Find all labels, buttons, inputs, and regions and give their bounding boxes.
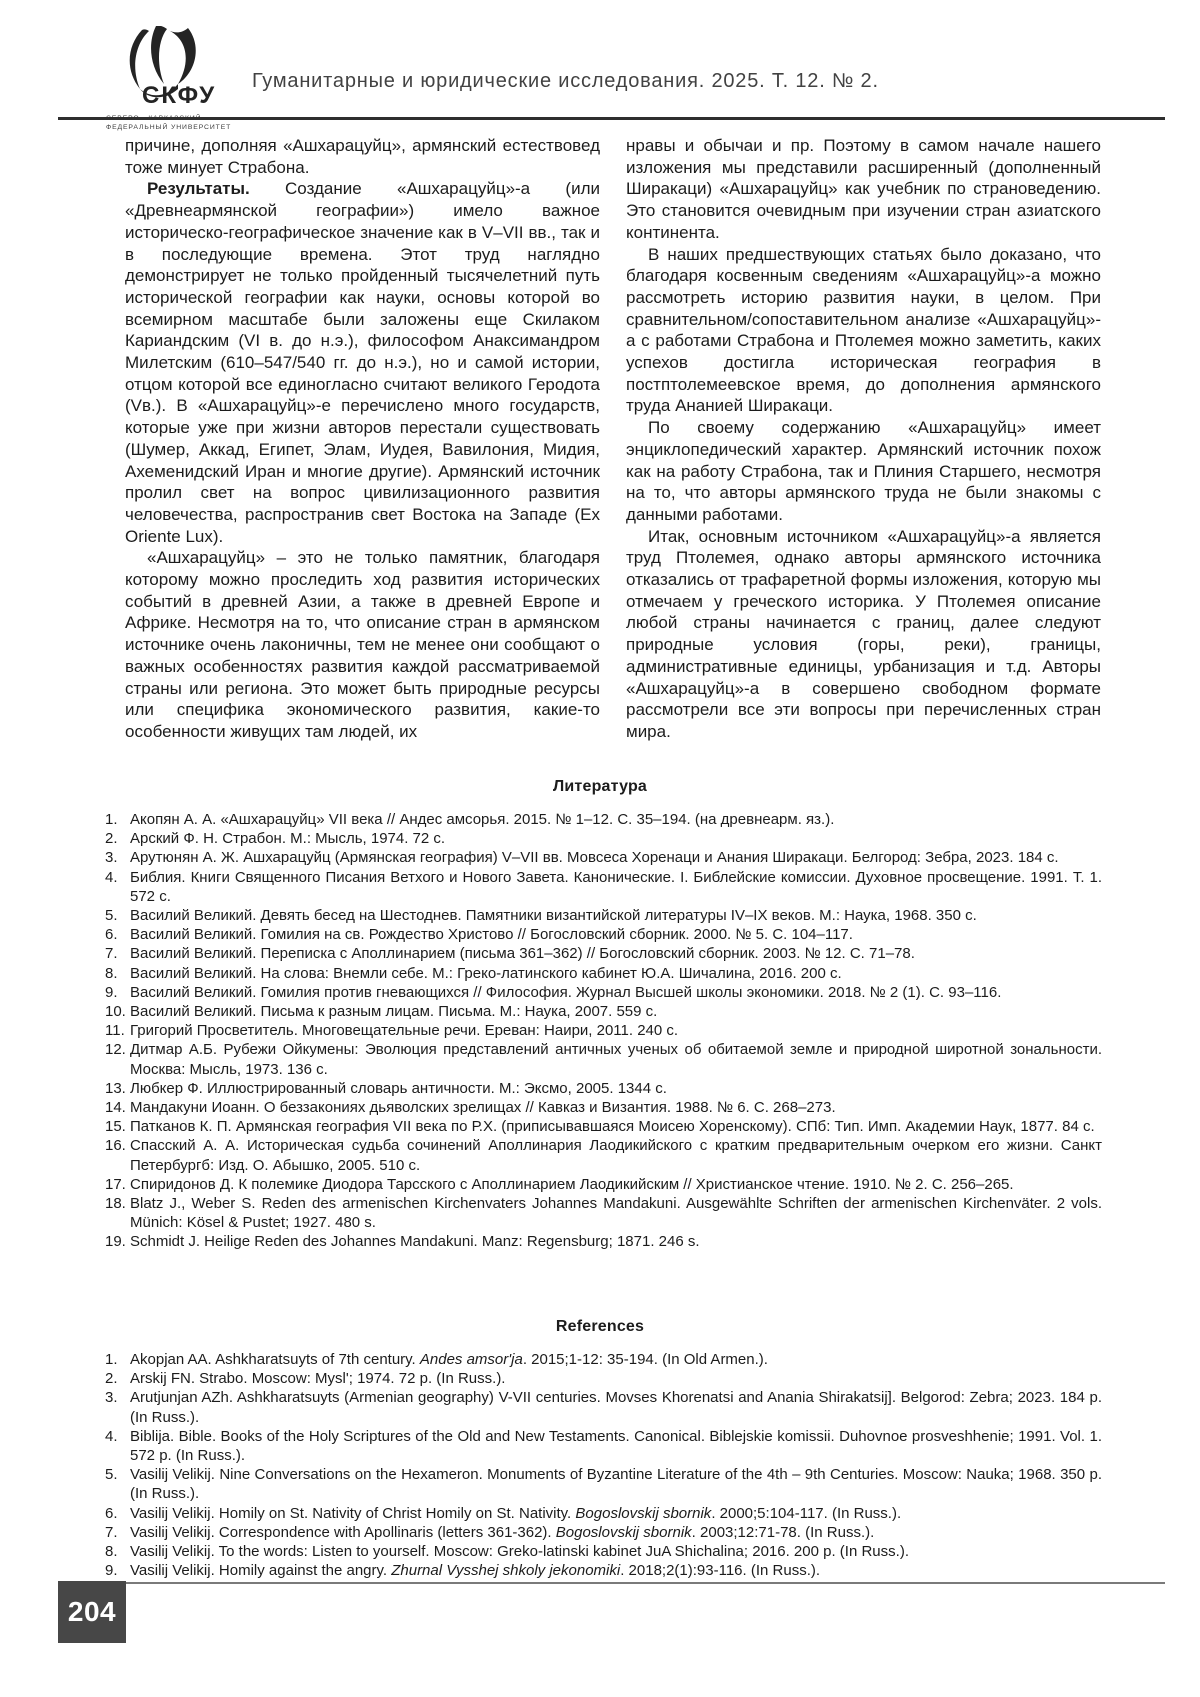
text-run: . 2000;5:104-117. (In Russ.).	[711, 1504, 902, 1522]
list-item	[100, 829, 1102, 848]
list-item	[100, 1098, 1102, 1117]
list-item-text: Мандакуни Иоанн. О беззакониях дьяволских зрелищах // Кавказ и Византия. 1988. № 6. С. 268–273.	[130, 1099, 836, 1117]
text-run: Vasilij Velikij. To the words: Listen to yourself. Moscow: Greko-latinski kabinet JuA Shichalina; 2016. 200 p. (In Russ.).	[130, 1543, 909, 1561]
bold-text: Результаты.	[147, 179, 250, 199]
list-item-text: Любкер Ф. Иллюстрированный словарь античности. М.: Эксмо, 2005. 1344 с.	[130, 1079, 667, 1097]
list-item-text: Акопян А. А. «Ашхарацуйц» VII века // Андес амсорья. 2015. № 1–12. С. 35–194. (на древнеарм. яз.).	[130, 811, 835, 828]
paragraph	[125, 547, 600, 742]
list-item-number: 7.	[105, 1523, 118, 1541]
text-run: По своему содержанию «Ашхарацуйц» имеет энциклопедический характер. Армянский источник похож как на работу Страбона, так и Плиния Старшего, несмотря на то, что авторы армянского труда не были знакомы с данными работами.	[626, 418, 1101, 524]
list-item-number: 17.	[105, 1175, 126, 1193]
list-item-number: 9.	[105, 1562, 118, 1580]
left-column	[125, 135, 600, 743]
list-item-text	[130, 1350, 1102, 1369]
list-item	[100, 1561, 1102, 1580]
text-run: В наших предшествующих статьях было доказано, что благодаря косвенным сведениям «Ашхарацуйц»-а можно рассмотреть историю развития науки, в целом. При сравнительном/сопоставительном анализе «Ашхарацуйц»-а с работами Страбона и Птолемея можно заметить, каких успехов достигла историческая география в постптолемеевское время, до дополнения армянского труда Ананией Ширакаци.	[626, 244, 1101, 416]
text-run: Vasilij Velikij. Homily against the angry.	[130, 1562, 392, 1580]
list-item-number: 2.	[105, 1370, 118, 1388]
list-item-text	[130, 1427, 1102, 1465]
list-item	[100, 925, 1102, 944]
list-item	[100, 1232, 1102, 1251]
references-list	[100, 1350, 1102, 1580]
list-item-text: Спасский А. А. Историческая судьба сочинений Аполлинария Лаодикийского с кратким предварительным очерком его жизни. Санкт Петербургб: Изд. О. Абышко, 2005. 510 с.	[130, 1137, 1102, 1174]
paragraph	[125, 178, 600, 547]
list-item	[100, 1021, 1102, 1040]
list-item-number: 6.	[105, 926, 118, 944]
list-item-text	[130, 1523, 1102, 1542]
text-run: Vasilij Velikij. Homily on St. Nativity of Christ Homily on St. Nativity.	[130, 1504, 576, 1522]
text-run: Arskij FN. Strabo. Moscow: Mysl'; 1974. 72 p. (In Russ.).	[130, 1370, 506, 1388]
list-item-text: Василий Великий. Письма к разным лицам. Письма. М.: Наука, 2007. 559 с.	[130, 1003, 658, 1021]
text-run: причине, дополняя «Ашхарацуйц», армянский естествовед тоже минует Страбона.	[125, 136, 600, 177]
right-column	[626, 135, 1101, 743]
list-item	[100, 1079, 1102, 1098]
italic-text: Zhurnal Vysshej shkoly jekonomiki	[391, 1562, 621, 1580]
logo-abbr: СКФУ	[142, 82, 217, 109]
list-item	[100, 1136, 1102, 1174]
list-item	[100, 1117, 1102, 1136]
list-item-number: 19.	[105, 1233, 126, 1251]
list-item-number: 8.	[105, 964, 118, 982]
list-item-text: Schmidt J. Heilige Reden des Johannes Mandakuni. Manz: Regensburg; 1871. 246 s.	[130, 1233, 700, 1251]
list-item-number: 9.	[105, 983, 118, 1001]
list-item-text: Спиридонов Д. К полемике Диодора Тарсского с Аполлинарием Лаодикийским // Христианское чтение. 1910. № 2. С. 256–265.	[130, 1175, 1014, 1193]
paragraph	[626, 244, 1101, 418]
text-run: Biblija. Bible. Books of the Holy Scriptures of the Old and New Testaments. Canonical. Biblejskie komissii. Duhovnoe prosveshhenie; 1991. Vol. 1. 572 p. (In Russ.).	[130, 1427, 1102, 1465]
page-number: 204	[67, 1596, 117, 1627]
list-item-number: 11.	[105, 1022, 125, 1040]
list-item-number: 5.	[105, 907, 118, 925]
list-item	[100, 983, 1102, 1002]
list-item-number: 16.	[105, 1137, 126, 1155]
list-item	[100, 944, 1102, 963]
list-item-number: 10.	[105, 1003, 126, 1021]
paragraph	[626, 526, 1101, 743]
references-heading: References	[555, 1318, 645, 1335]
list-item-number: 18.	[105, 1195, 126, 1213]
list-item	[100, 1427, 1102, 1465]
list-item-text: Библия. Книги Священного Писания Ветхого и Нового Завета. Канонические. I. Библейские комиссии. Духовное просвещение. 1991. Т. 1. 572 с.	[130, 868, 1102, 905]
literature-heading: Литература	[552, 778, 648, 795]
list-item-text: Василий Великий. Девять бесед на Шестоднев. Памятники византийской литературы IV–IX веков. М.: Наука, 1968. 350 с.	[130, 907, 977, 925]
list-item	[100, 1194, 1102, 1232]
text-run: Создание «Ашхарацуйц»-а (или «Древнеармянской географии») имело важное историческо-географическое значение как в V–VII вв., так и в последующие времена. Этот труд наглядно демонстрирует не только пройденный тысячелетний путь исторической географии как науки, основы которой во всемирном масштабе были заложены еще Скилаком Кариандским (VI в. до н.э.), философом Анаксимандром Милетским (610–547/540 гг. до н.э.), но и самой истории, отцом которой все единогласно считают великого Геродота (Vв.). В «Ашхарацуйц»-е перечислено много государств, которые уже при жизни авторов перестали существовать (Шумер, Аккад, Египет, Элам, Иудея, Вавилония, Мидия, Ахеменидский Иран и многие другие). Армянский источник пролил свет на вопрос цивилизационного развития человечества, распространив свет Востока на Западе (Ex Oriente Lux).	[125, 179, 600, 546]
list-item-text: Василий Великий. Гомилия против гневающихся // Философия. Журнал Высшей школы экономики. 2018. № 2 (1). С. 93–116.	[130, 983, 1002, 1001]
text-run: . 2015;1-12: 35-194. (In Old Armen.).	[522, 1351, 768, 1368]
list-item	[100, 810, 1102, 829]
list-item-number: 14.	[105, 1099, 126, 1117]
list-item	[100, 906, 1102, 925]
list-item-text	[130, 1542, 1102, 1561]
list-item-number: 8.	[105, 1543, 118, 1561]
header-rule	[58, 117, 1165, 120]
text-run: «Ашхарацуйц» – это не только памятник, благодаря которому можно проследить ход развития исторических событий в древней Азии, а также в древней Европе и Африке. Несмотря на то, что описание стран в армянском источнике очень лаконичны, тем не менее они сообщают о важных особенностях развития каждой рассматриваемой страны или региона. Это может быть природные ресурсы или специфика экономического развития, какие-то особенности живущих там людей, их	[125, 548, 600, 741]
list-item-number: 3.	[105, 1389, 118, 1407]
list-item	[100, 1350, 1102, 1369]
list-item	[100, 1542, 1102, 1561]
list-item-text: Арутюнян А. Ж. Ашхарацуйц (Армянская география) V–VII вв. Мовсеса Хоренаци и Анания Ширакаци. Белгород: Зебра, 2023. 184 с.	[130, 849, 1059, 867]
list-item	[100, 1523, 1102, 1542]
literature-list	[100, 810, 1102, 1252]
paragraph	[626, 135, 1101, 244]
list-item-text	[130, 1561, 1102, 1580]
list-item-number: 4.	[105, 1427, 118, 1445]
list-item-number: 13.	[105, 1079, 126, 1097]
text-run: Arutjunjan AZh. Ashkharatsuyts (Armenian geography) V-VII centuries. Movses Khorenatsi and Anania Shirakatsij]. Belgorod: Zebra; 2023. 184 p. (In Russ.).	[130, 1389, 1102, 1426]
text-run: Итак, основным источником «Ашхарацуйц»-а является труд Птолемея, однако авторы армянского источника отказались от трафаретной формы изложения, которую мы отмечаем у греческого историка. У Птолемея описание любой страны начинается с границ, далее следуют природные условия (горы, реки), границы, административные единицы, урбанизация и т.д. Авторы «Ашхарацуйц»-а в совершено свободном формате рассмотрели все эти вопросы при перечисленных стран мира.	[626, 526, 1101, 741]
paragraph	[626, 417, 1101, 526]
italic-text: Bogoslovskij sbornik	[555, 1523, 692, 1541]
list-item-text	[130, 1388, 1102, 1426]
article-body	[125, 135, 1101, 743]
text-run: Vasilij Velikij. Correspondence with Apollinaris (letters 361-362).	[130, 1523, 556, 1541]
list-item	[100, 848, 1102, 867]
list-item	[100, 1040, 1102, 1078]
list-item-number: 5.	[105, 1466, 118, 1484]
list-item-text: Василий Великий. На слова: Внемли себе. М.: Греко-латинского кабинет Ю.А. Шичалина, 2016. 200 с.	[130, 964, 842, 982]
list-item-number: 15.	[105, 1118, 126, 1136]
text-run: нравы и обычаи и пр. Поэтому в самом начале нашего изложения мы представили расширенный (дополненный Ширакаци) «Ашхарацуйц» как учебник по страноведению. Это становится очевидным при изучении стран азиатского континента.	[626, 136, 1101, 242]
list-item	[100, 868, 1102, 906]
text-run: Akopjan AA. Ashkharatsuyts of 7th century.	[130, 1351, 420, 1368]
list-item-number: 3.	[105, 849, 118, 867]
journal-title: Гуманитарные и юридические исследования. 2025. Т. 12. № 2.	[252, 70, 879, 92]
paragraph	[125, 135, 600, 178]
list-item	[100, 1369, 1102, 1388]
list-item-number: 4.	[105, 868, 118, 886]
list-item-text: Арский Ф. Н. Страбон. М.: Мысль, 1974. 72 с.	[130, 830, 446, 848]
list-item-text: Григорий Просветитель. Многовещательные речи. Ереван: Наири, 2011. 240 с.	[130, 1022, 679, 1040]
text-run: . 2018;2(1):93-116. (In Russ.).	[620, 1562, 821, 1580]
list-item	[100, 964, 1102, 983]
italic-text: Bogoslovskij sbornik	[575, 1504, 712, 1522]
list-item-number: 2.	[105, 830, 118, 848]
list-item-text: Дитмар А.Б. Рубежи Ойкумены: Эволюция представлений античных ученых об обитаемой земле и природной широтной зональности. Москва: Мысль, 1973. 136 с.	[130, 1041, 1102, 1078]
list-item-number: 6.	[105, 1504, 118, 1522]
list-item	[100, 1175, 1102, 1194]
list-item-text	[130, 1369, 1102, 1388]
text-run: Vasilij Velikij. Nine Conversations on the Hexameron. Monuments of Byzantine Literature of the 4th – 9th Centuries. Moscow: Nauka; 1968. 350 p. (In Russ.).	[130, 1466, 1102, 1503]
list-item-text: Патканов К. П. Армянская география VII века по Р.Х. (приписывавшаяся Моисею Хоренскому). СПб: Тип. Имп. Академии Наук, 1877. 84 с.	[130, 1118, 1095, 1136]
list-item-text: Василий Великий. Переписка с Аполлинарием (письма 361–362) // Богословский сборник. 2003. № 12. С. 71–78.	[130, 945, 915, 963]
page-number-box	[58, 1581, 126, 1643]
list-item-text	[130, 1504, 1102, 1523]
italic-text: Andes amsor'ja	[419, 1351, 523, 1368]
list-item	[100, 1002, 1102, 1021]
list-item-text	[130, 1465, 1102, 1503]
list-item-number: 1.	[105, 1351, 118, 1368]
university-logo	[106, 26, 266, 131]
footer-rule	[126, 1582, 1165, 1584]
logo-subtitle-line2: ФЕДЕРАЛЬНЫЙ УНИВЕРСИТЕТ	[106, 124, 232, 131]
list-item-text: Blatz J., Weber S. Reden des armenischen Kirchenvaters Johannes Mandakuni. Ausgewählte Schriften der armenischen Kirchenväter. 2 vols. Münich: Kösel & Pustet; 1927. 480 s.	[130, 1195, 1102, 1232]
list-item	[100, 1388, 1102, 1426]
list-item-number: 7.	[105, 945, 118, 963]
list-item-number: 12.	[105, 1041, 126, 1059]
list-item-text: Василий Великий. Гомилия на св. Рождество Христово // Богословский сборник. 2000. № 5. С. 104–117.	[130, 926, 853, 944]
list-item	[100, 1465, 1102, 1503]
list-item-number: 1.	[105, 811, 118, 828]
text-run: . 2003;12:71-78. (In Russ.).	[691, 1523, 875, 1541]
list-item	[100, 1504, 1102, 1523]
